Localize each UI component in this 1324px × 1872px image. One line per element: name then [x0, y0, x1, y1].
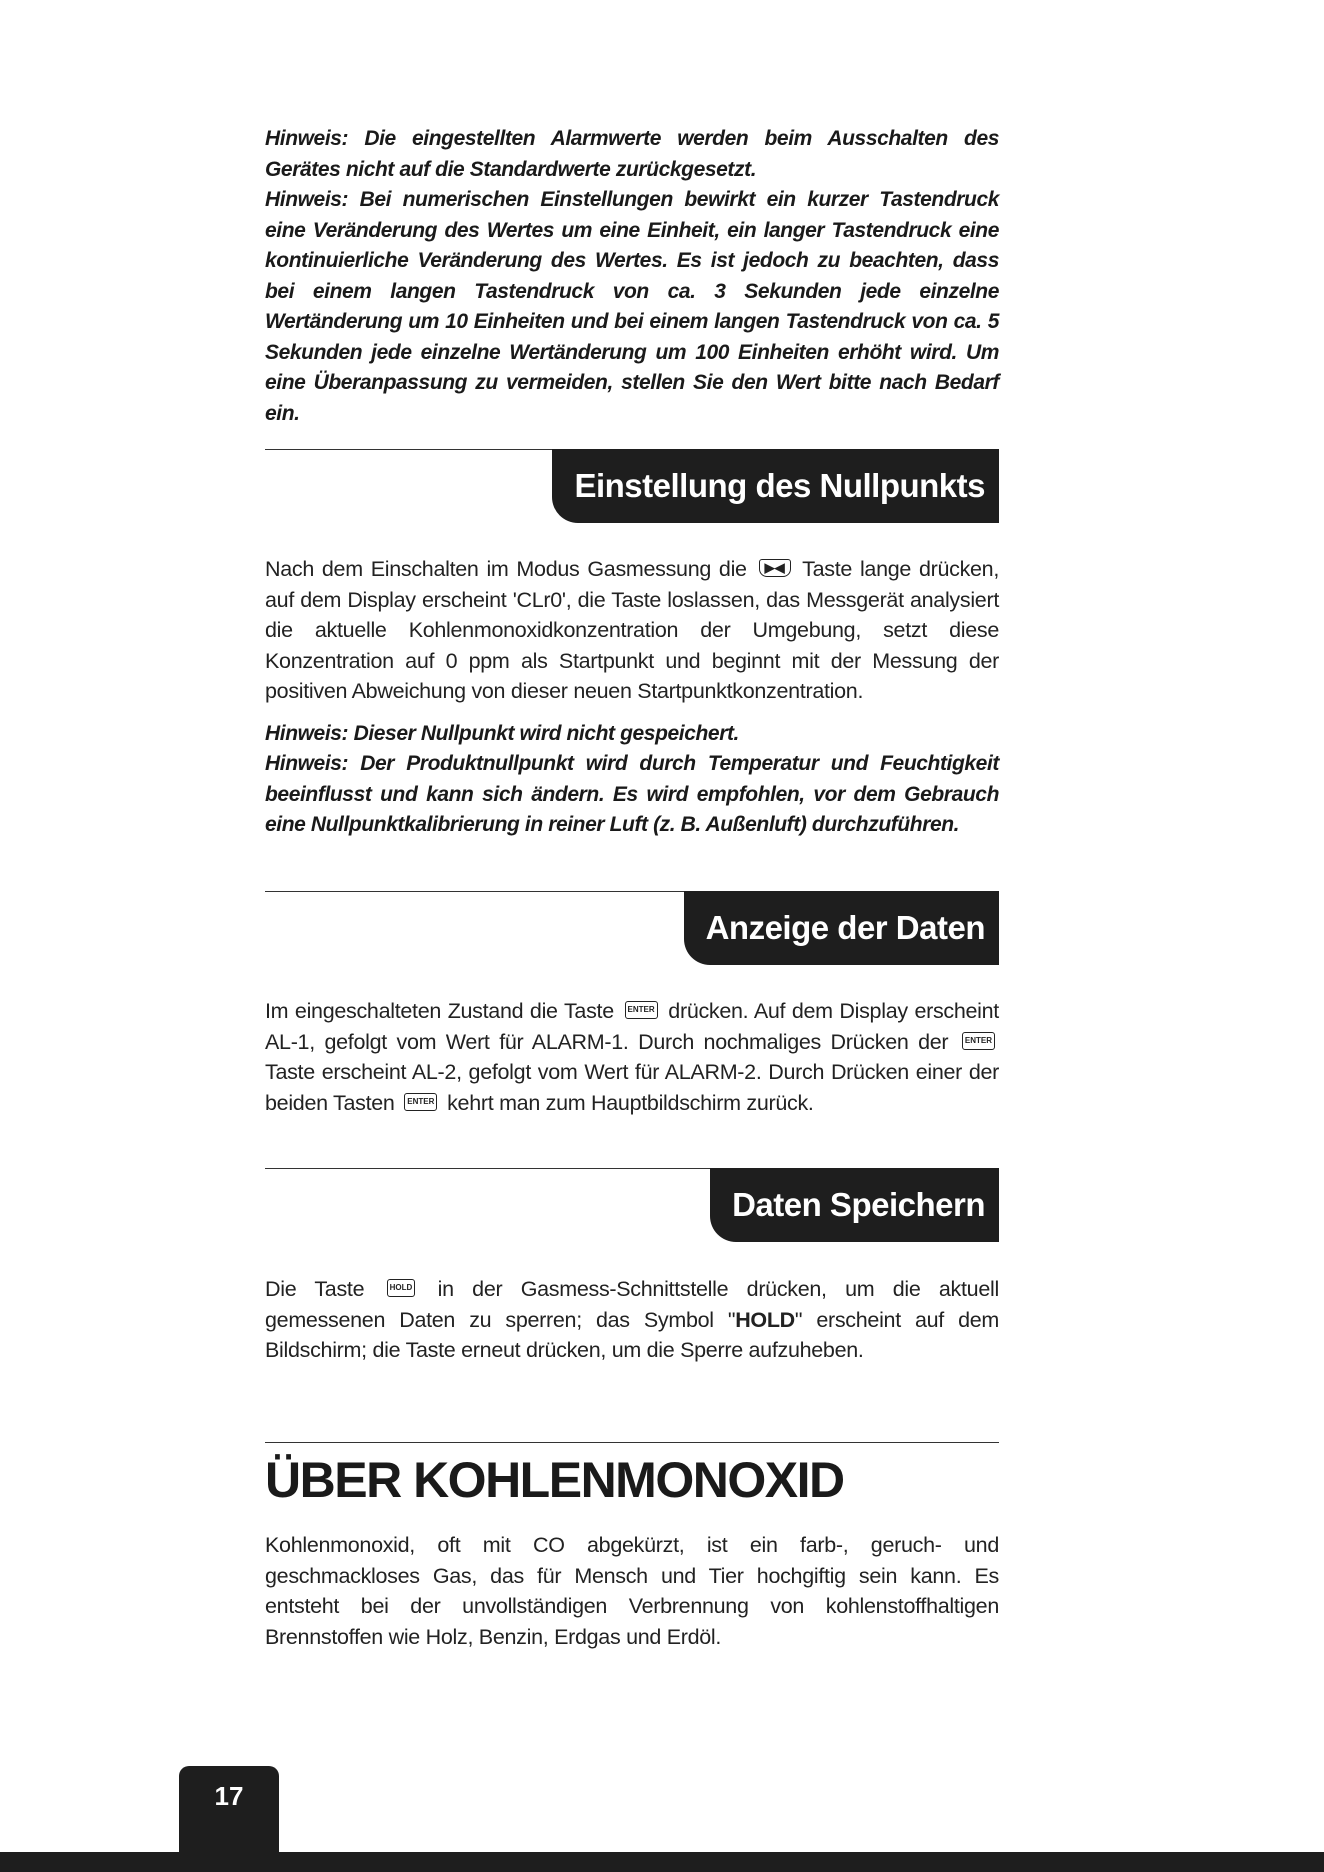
page-number: 17 — [179, 1766, 279, 1852]
hold-key-icon: HOLD — [387, 1279, 416, 1297]
about-paragraph: Kohlenmonoxid, oft mit CO abgekürzt, ist ein farb-, geruch- und geschmackloses Gas, das für Mensch und Tier hochgiftig sein kann. Es entsteht bei der unvollständigen Verbrennung von kohlenstoffhaltigen Brennstoffen wie Holz, Benzin, Erdgas und Erdöl. — [265, 1533, 999, 1649]
save-text-3: " erscheint auf dem Bildschirm; die Taste erneut drücken, um die Sperre aufzuheben. — [265, 1307, 1000, 1362]
save-text-2: in der Gasmess-Schnittstelle drücken, um die aktuell gemessenen Daten zu sperren; das Symbol " — [265, 1277, 999, 1332]
about-title: ÜBER KOHLENMONOXID — [265, 1452, 844, 1508]
section-header-save — [265, 1168, 999, 1242]
section-body-save — [265, 1274, 999, 1366]
section-header-display — [265, 891, 999, 965]
enter-key-icon: ENTER — [625, 1001, 658, 1019]
section-header-zero — [265, 449, 999, 523]
display-text-2: drücken. Auf dem Display erscheint AL-1, gefolgt vom Wert für ALARM-1. Durch nochmaliges Drücken der — [265, 999, 999, 1054]
section-title-display: Anzeige der Daten — [684, 891, 999, 965]
zero-note-not-saved: Hinweis: Dieser Nullpunkt wird nicht gespeichert. — [265, 721, 739, 745]
display-text-4: kehrt man zum Hauptbildschirm zurück. — [447, 1090, 814, 1115]
section-body-display — [265, 996, 999, 1118]
display-text-3: Taste erscheint AL-2, gefolgt vom Wert für ALARM-2. Durch Drücken einer der beiden Tasten — [265, 1060, 999, 1115]
zero-text-b: Taste lange drücken, auf dem Display erscheint 'CLr0', die Taste loslassen, das Messgerät analysiert die aktuelle Kohlenmonoxidkonzentration der Umgebung, setzt diese Konzentration auf 0 ppm als Startpunkt und beginnt mit der Messung der positiven Abweichung von dieser neuen Startpunktkonzentration. — [265, 557, 1000, 703]
about-body — [265, 1530, 999, 1652]
display-paragraph — [265, 996, 999, 1118]
display-text-1: Im eingeschalteten Zustand die Taste — [265, 999, 614, 1023]
save-paragraph — [265, 1274, 999, 1366]
enter-key-icon: ENTER — [404, 1093, 437, 1111]
note-alarm-reset: Hinweis: Die eingestellten Alarmwerte werden beim Ausschalten des Gerätes nicht auf die Standardwerte zurückgesetzt. — [265, 127, 999, 181]
top-notes — [265, 124, 999, 429]
zero-text-a: Nach dem Einschalten im Modus Gasmessung die — [265, 557, 747, 581]
footer-bar — [0, 1852, 1324, 1872]
enter-key-icon: ENTER — [962, 1032, 995, 1050]
zero-key-icon: ▶◀ — [759, 559, 791, 577]
section-title-save: Daten Speichern — [710, 1168, 999, 1242]
section-title-zero: Einstellung des Nullpunkts — [552, 449, 999, 523]
note-numeric-settings: Hinweis: Bei numerischen Einstellungen bewirkt ein kurzer Tastendruck eine Veränderung des Wertes um eine Einheit, ein langer Tastendruck eine kontinuierliche Veränderung des Wertes. Es ist jedoch zu beachten, dass bei einem langen Tastendruck von ca. 3 Sekunden jede einzelne Wertänderung um 10 Einheiten und bei einem langen Tastendruck von ca. 5 Sekunden jede einzelne Wertänderung um 100 Einheiten erhöht wird. Um eine Überanpassung zu vermeiden, stellen Sie den Wert bitte nach Bedarf ein. — [265, 188, 999, 425]
save-text-1: Die Taste — [265, 1277, 365, 1301]
section-body-zero — [265, 554, 999, 841]
zero-note-temperature: Hinweis: Der Produktnullpunkt wird durch Temperatur und Feuchtigkeit beeinflusst und kann sich ändern. Es wird empfohlen, vor dem Gebrauch eine Nullpunktkalibrierung in reiner Luft (z. B. Außenluft) durchzuführen. — [265, 752, 999, 836]
hold-symbol-text: HOLD — [735, 1307, 795, 1332]
about-rule — [265, 1442, 999, 1443]
zero-paragraph — [265, 554, 999, 707]
